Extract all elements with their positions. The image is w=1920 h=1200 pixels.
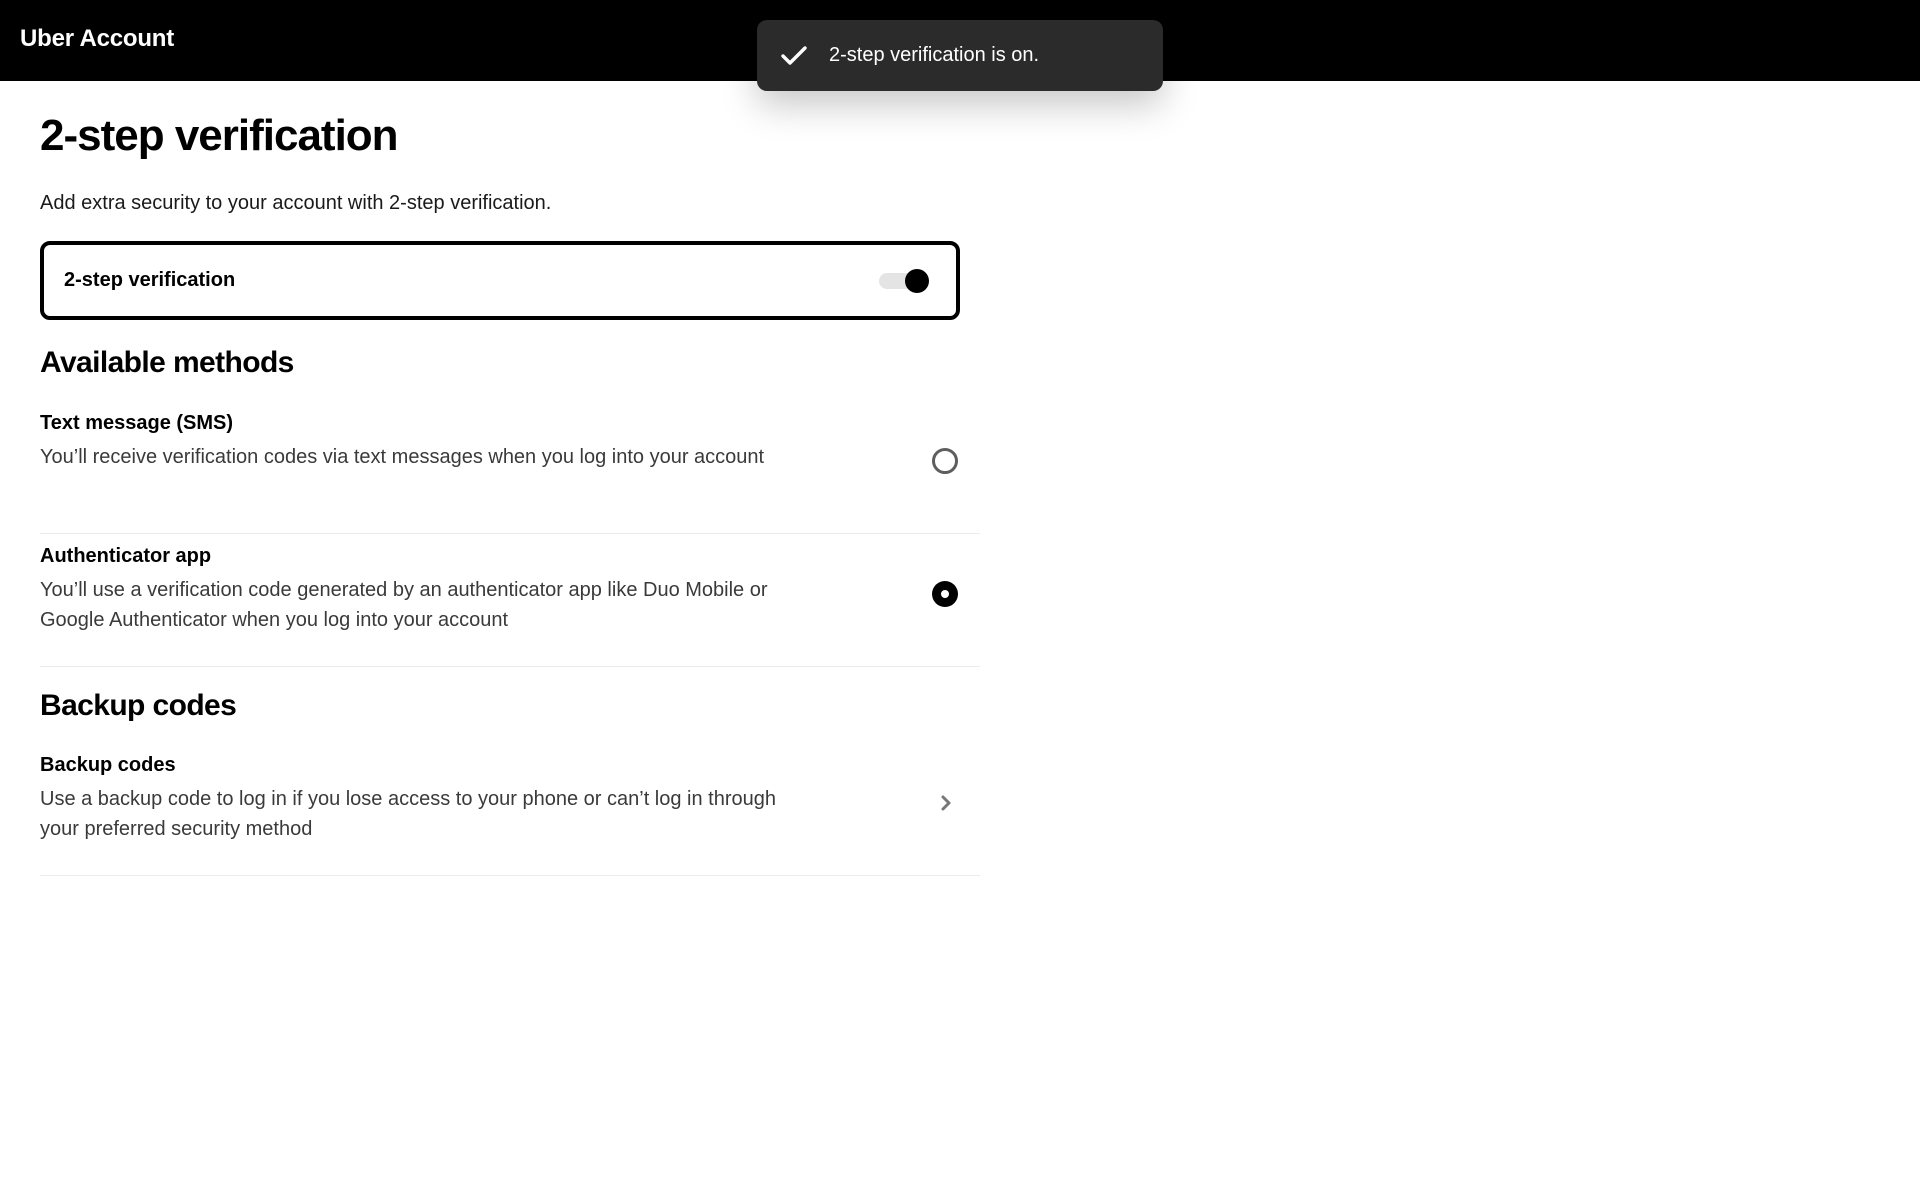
method-title: Text message (SMS) <box>40 412 234 434</box>
backup-codes-heading: Backup codes <box>40 689 237 722</box>
sms-radio-button[interactable] <box>932 448 958 474</box>
page-title: 2-step verification <box>40 111 398 160</box>
authenticator-radio-button[interactable] <box>932 581 958 607</box>
chevron-right-icon[interactable] <box>938 793 954 813</box>
toast-message: 2-step verification is on. <box>829 44 1040 66</box>
toast-notification <box>757 20 1163 91</box>
toggle-knob <box>905 269 929 293</box>
available-methods-heading: Available methods <box>40 346 294 379</box>
method-description: You’ll use a verification code generated by an authenticator app like Duo Mobile or Google Authenticator when you log into your account <box>40 579 768 631</box>
radio-selected-dot <box>941 590 949 598</box>
backup-codes-description: Use a backup code to log in if you lose access to your phone or can’t log in through your preferred security method <box>40 788 777 840</box>
method-description: You’ll receive verification codes via text messages when you log into your account <box>40 446 765 468</box>
brand-title[interactable]: Uber Account <box>20 25 175 52</box>
backup-codes-title: Backup codes <box>40 754 176 776</box>
page-subtitle: Add extra security to your account with 2-step verification. <box>40 192 552 214</box>
method-row-authenticator[interactable] <box>40 534 980 667</box>
method-row-sms[interactable] <box>40 401 980 534</box>
check-icon <box>779 41 809 71</box>
method-title: Authenticator app <box>40 545 212 567</box>
two-step-toggle-switch[interactable] <box>879 269 931 293</box>
two-step-toggle-label: 2-step verification <box>64 269 236 291</box>
two-step-toggle-card[interactable] <box>40 241 960 320</box>
backup-codes-row[interactable] <box>40 743 980 876</box>
